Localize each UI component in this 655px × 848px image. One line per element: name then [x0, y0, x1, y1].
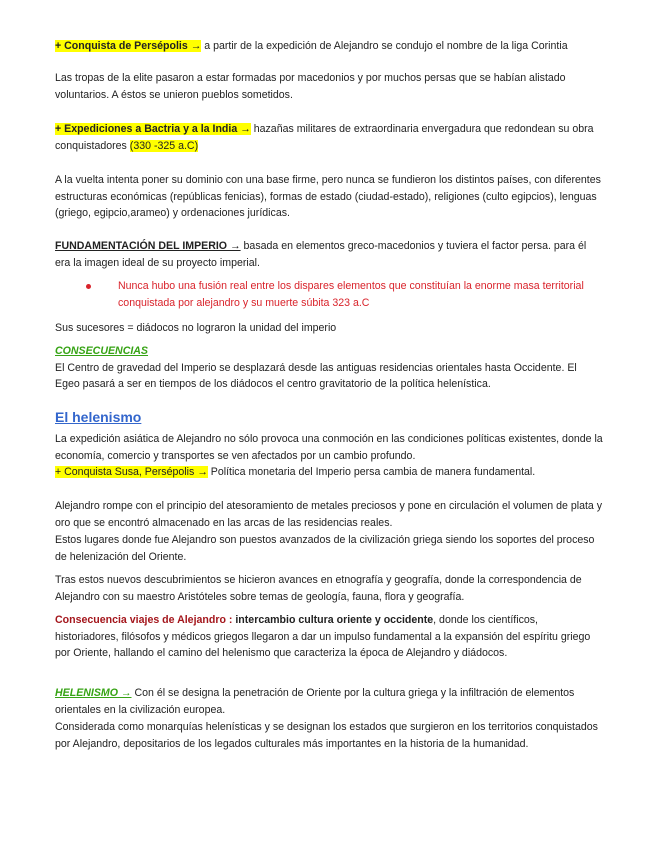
highlight-bactria: + Expediciones a Bactria y a la India → [55, 123, 251, 135]
paragraph-text: hazañas militares de extraordinaria envergadura que redondean su obra conquistadores [55, 123, 594, 152]
paragraph-vuelta: A la vuelta intenta poner su dominio con una base firme, pero nunca se fundieron los distintos países, con diferentes estructuras económicas (repúblicas fenicias), formas de estado (ciudad-estado), religiones (culto egipcios), lenguas (griego, egipcio,arameo) y ordenaciones jurídicas. [55, 174, 601, 220]
paragraph-viajes [55, 612, 603, 662]
bold-intercambio: intercambio cultura oriente y occidente [232, 614, 434, 626]
bullet-item [86, 278, 603, 312]
paragraph-atesoramiento: Alejandro rompe con el principio del atesoramiento de metales preciosos y pone en circulación el volumen de plata y oro que se encontró almacenado en las arcas de las residencias reales. [55, 500, 603, 529]
heading-helenismo: HELENISMO → [55, 687, 132, 699]
highlight-date: (330 -325 a.C) [129, 139, 199, 152]
paragraph-text: basada en elementos greco-macedonios y tuviera el factor persa. para él era la imagen ideal de su proyecto imperial. [55, 240, 587, 269]
paragraph-text: El Centro de gravedad del Imperio se desplazará desde las antiguas residencias orientales hasta Occidente. El Egeo pasará a ser en tiempos de los diádocos el centro gravitatorio de la política helenística. [55, 361, 577, 391]
paragraph-tropas: Las tropas de la elite pasaron a estar formadas por macedonios y por muchos persas que se habían alistado voluntarios. A éstos se unieron pueblos sometidos. [55, 72, 566, 101]
paragraph-persepolis [55, 38, 603, 55]
paragraph-expedicion: La expedición asiática de Alejandro no sólo provoca una conmoción en las condiciones políticas existentes, donde la economía, comercio y transportes se ven afectados por un cambio profundo. [55, 433, 603, 462]
highlight-persepolis: + Conquista de Persépolis → [55, 40, 202, 52]
section-title-helenismo: El helenismo [55, 409, 142, 425]
paragraph-text: a partir de la expedición de Alejandro se condujo el nombre de la liga Corintia [201, 40, 568, 52]
paragraph-bactria [55, 121, 603, 154]
paragraph-descubrimientos: Tras estos nuevos descubrimientos se hicieron avances en etnografía y geografía, donde la correspondencia de Alejandro con su maestro Aristóteles sobre temas de geología, fauna, flora y geografía. [55, 574, 582, 603]
paragraph-fundamentacion [55, 238, 603, 271]
paragraph-text: Política monetaria del Imperio persa cambia de manera fundamental. [207, 466, 536, 478]
paragraph-sucesores: Sus sucesores = diádocos no lograron la unidad del imperio [55, 322, 337, 334]
heading-viajes: Consecuencia viajes de Alejandro : [55, 614, 233, 626]
paragraph-monarquias: Considerada como monarquías helenísticas y se designan los estados que surgieron en los territorios conquistados por Alejandro, depositarios de los legados culturales más importantes en la historia de la humanidad. [55, 721, 598, 750]
paragraph-susa [55, 464, 603, 481]
paragraph-text: , donde los científicos, historiadores, filósofos y médicos griegos llegaron a dar un impulso fundamental a la expansión del espíritu griego por Oriente, hallando el camino del helenismo que caracteriza la época de Alejandro y diádocos. [55, 614, 591, 660]
paragraph-text: Con él se designa la penetración de Oriente por la cultura griega y la infiltración de elementos orientales en la civilización europea. [55, 687, 575, 716]
bullet-dot-icon [86, 284, 91, 289]
paragraph-lugares: Estos lugares donde fue Alejandro son puestos avanzados de la civilización griega siendo los soportes del proceso de helenización del Oriente. [55, 534, 595, 563]
paragraph-consecuencias [55, 343, 603, 393]
paragraph-helenismo-def [55, 685, 603, 718]
highlight-susa: + Conquista Susa, Persépolis → [55, 466, 208, 478]
heading-consecuencias: CONSECUENCIAS [55, 345, 149, 357]
heading-fundamentacion: FUNDAMENTACIÓN DEL IMPERIO → [55, 240, 241, 252]
bullet-text: Nunca hubo una fusión real entre los dispares elementos que constituían la enorme masa territorial conquistada por alejandro y su muerte súbita 323 a.C [118, 280, 584, 309]
